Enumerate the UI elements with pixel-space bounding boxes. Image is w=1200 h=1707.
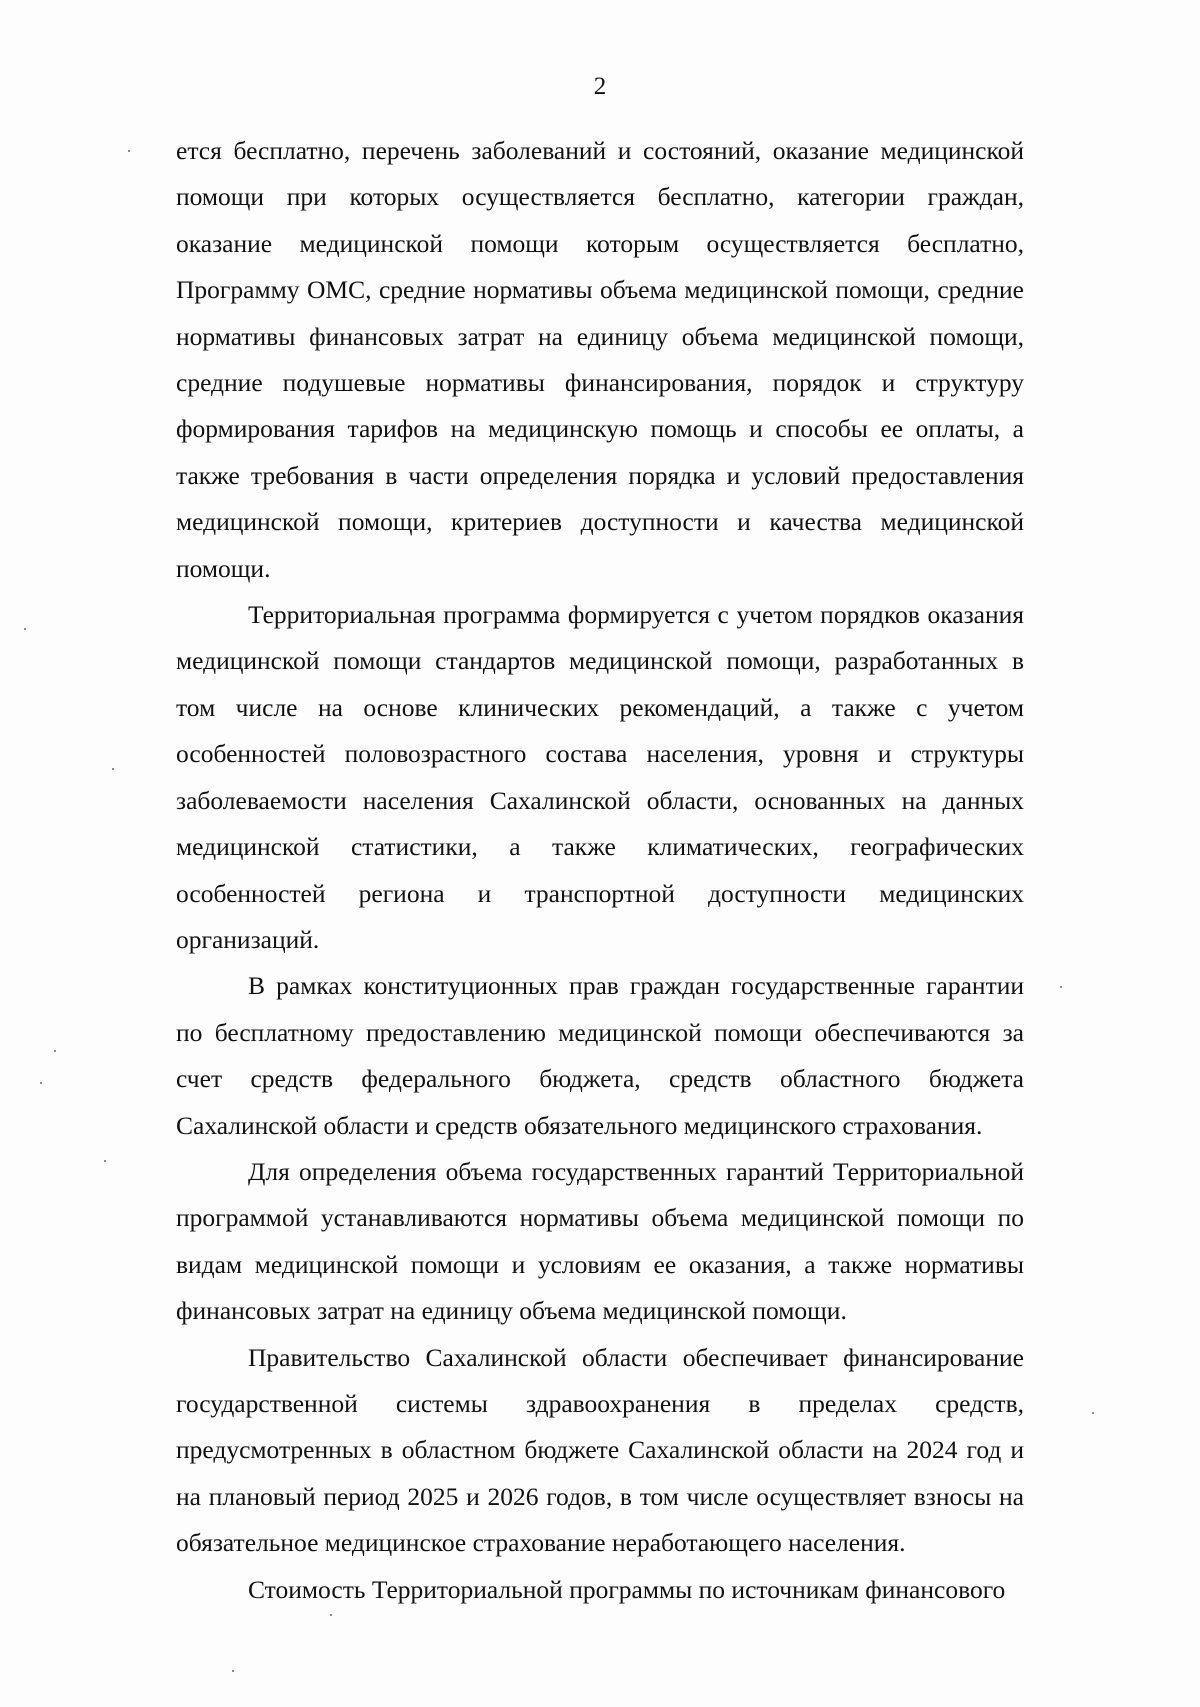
paragraph: Для определения объема государственных гарантий Территориальной программой устанавливаются нормативы объема медицинской помощи по видам медицинской помощи и условиям ее оказания, а также нормативы финансовых затрат на единицу объема медицинской помощи. [176, 1156, 1024, 1326]
paragraph: В рамках конституционных прав граждан государственные гарантии по бесплатному предоставлению медицинской помощи обеспечиваются за счет средств федерального бюджета, средств областного бюджета Сахалинской области и средств обязательного медицинского страхования. [176, 971, 1024, 1140]
paragraph: ется бесплатно, перечень заболеваний и состояний, оказание медицинской помощи при которых осуществляется бесплатно, категории граждан, оказание медицинской помощи которым осуществляется бесплатно, Программу ОМС, средние нормативы объема медицинской помощи, средние нормативы финансовых затрат на единицу объема медицинской помощи, средние подушевые нормативы финансирования, порядок и структуру формирования тарифов на медицинскую помощь и способы ее оплаты, а также требования в части определения порядка и условий предоставления медицинской помощи, критериев доступности и качества медицинской помощи. [176, 136, 1024, 583]
paragraph-continued: Стоимость Территориальной программы по источникам финансового [248, 1574, 1006, 1604]
paragraph: Территориальная программа формируется с учетом порядков оказания медицинской помощи стандартов медицинской помощи, разработанных в том числе на основе клинических рекомендаций, а также с учетом особенностей половозрастного состава населения, уровня и структуры заболеваемости населения Сахалинской области, основанных на данных медицинской статистики, а также климатических, географических особенностей региона и транспортной доступности медицинских организаций. [176, 600, 1024, 954]
scan-speck [330, 1614, 332, 1616]
scan-speck [1092, 1412, 1094, 1414]
scan-speck [104, 1160, 106, 1162]
scan-speck [112, 768, 114, 770]
document-body [176, 128, 1024, 1613]
paragraph: Правительство Сахалинской области обеспечивает финансирование государственной системы здравоохранения в пределах средств, предусмотренных в областном бюджете Сахалинской области на 2024 год и на плановый период 2025 и 2026 годов, в том числе осуществляет взносы на обязательное медицинское страхование неработающего населения. [176, 1342, 1024, 1558]
scan-speck [54, 1050, 56, 1052]
scan-speck [232, 1670, 234, 1672]
scan-speck [40, 1082, 42, 1084]
page-number: 2 [593, 73, 607, 100]
scan-speck [1060, 986, 1062, 988]
scan-speck [24, 628, 26, 630]
scan-speck [128, 150, 130, 152]
